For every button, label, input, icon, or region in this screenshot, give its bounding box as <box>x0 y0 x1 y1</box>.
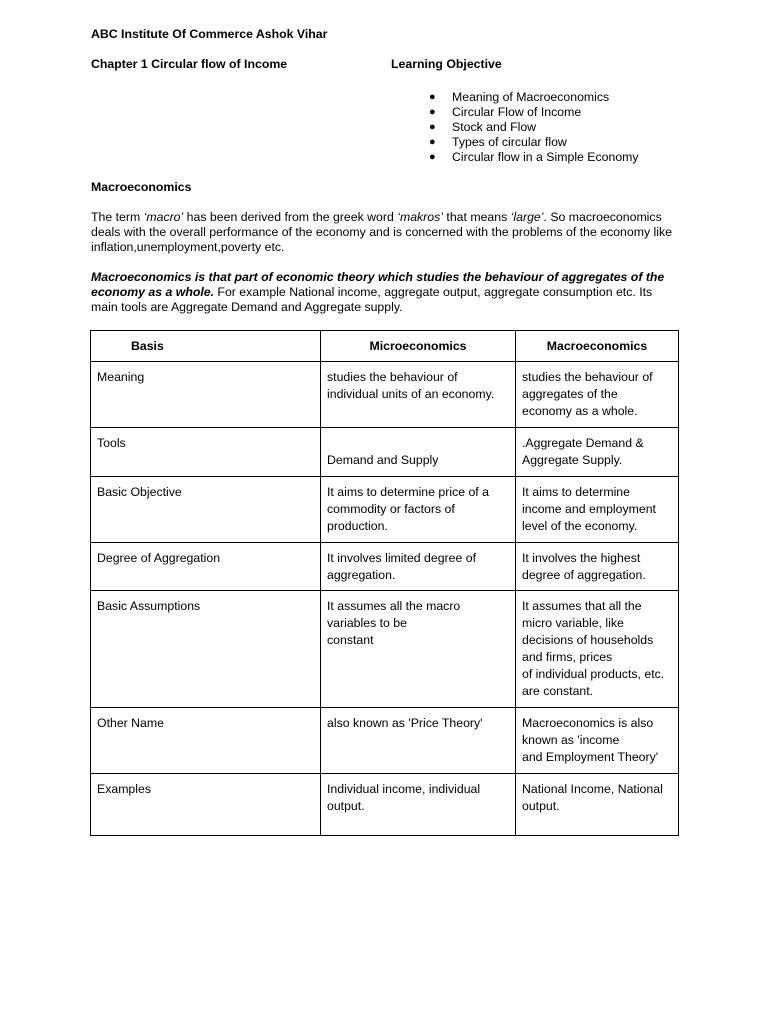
definition-text: Macroeconomics is that part of economic theory which studies the behaviour of aggregates of the economy as a whole. <box>91 270 665 299</box>
header-micro: Microeconomics <box>321 331 516 362</box>
table-row <box>91 362 679 428</box>
intro-paragraph <box>91 210 681 255</box>
list-item <box>427 105 639 120</box>
table-header-row <box>91 331 679 362</box>
para-text: The term <box>91 210 144 224</box>
institute-name: ABC Institute Of Commerce Ashok Vihar <box>91 27 328 41</box>
objective-text: Circular flow in a Simple Economy <box>452 150 639 164</box>
learning-objectives-list <box>427 90 639 165</box>
micro-cell: also known as 'Price Theory' <box>321 708 516 774</box>
bullet-icon: ● <box>429 151 436 163</box>
basis-cell: Other Name <box>91 708 321 774</box>
list-item <box>427 135 639 150</box>
table-row <box>91 428 679 477</box>
micro-cell: It involves limited degree of aggregation. <box>321 543 516 591</box>
micro-cell: Individual income, individual output. <box>321 774 516 836</box>
section-heading: Macroeconomics <box>91 180 192 194</box>
bullet-icon: ● <box>429 91 436 103</box>
macro-cell: Macroeconomics is also known as 'income and Employment Theory' <box>516 708 679 774</box>
basis-cell: Tools <box>91 428 321 477</box>
macro-cell: National Income, National output. <box>516 774 679 836</box>
list-item <box>427 90 639 105</box>
list-item <box>427 120 639 135</box>
para-text: has been derived from the greek word <box>183 210 398 224</box>
header-basis: Basis <box>91 331 321 362</box>
header-macro: Macroeconomics <box>516 331 679 362</box>
list-item <box>427 150 639 165</box>
macro-cell: It assumes that all the micro variable, like decisions of households and firms, prices of individual products, etc. are constant. <box>516 591 679 708</box>
para-text: that means <box>443 210 511 224</box>
micro-cell: It aims to determine price of a commodity or factors of production. <box>321 477 516 543</box>
comparison-table <box>90 330 679 836</box>
chapter-title: Chapter 1 Circular flow of Income <box>91 57 288 71</box>
para-italic: ‘macro’ <box>143 210 184 224</box>
objective-text: Circular Flow of Income <box>452 105 582 119</box>
objective-text: Meaning of Macroeconomics <box>452 90 610 104</box>
basis-cell: Basic Assumptions <box>91 591 321 708</box>
basis-cell: Examples <box>91 774 321 836</box>
objective-text: Types of circular flow <box>452 135 567 149</box>
basis-cell: Basic Objective <box>91 477 321 543</box>
bullet-icon: ● <box>429 121 436 133</box>
basis-cell: Meaning <box>91 362 321 428</box>
bullet-icon: ● <box>429 136 436 148</box>
para-text: . So macroeconomics deals with the overall performance of the economy and is concerned with the problems of the economy like inflation,unemployment,poverty etc. <box>91 210 672 254</box>
table-row <box>91 774 679 836</box>
micro-cell: Demand and Supply <box>321 428 516 477</box>
macro-cell: It aims to determine income and employment level of the economy. <box>516 477 679 543</box>
basis-cell: Degree of Aggregation <box>91 543 321 591</box>
objective-text: Stock and Flow <box>452 120 537 134</box>
table-row <box>91 543 679 591</box>
table-row <box>91 477 679 543</box>
para-text: For example National income, aggregate output, aggregate consumption etc. Its main tools are Aggregate Demand and Aggregate supply. <box>91 285 653 314</box>
table-row <box>91 708 679 774</box>
definition-paragraph <box>91 270 681 315</box>
para-italic: ‘makros’ <box>397 210 443 224</box>
micro-cell: studies the behaviour of individual units of an economy. <box>321 362 516 428</box>
bullet-icon: ● <box>429 106 436 118</box>
macro-cell: studies the behaviour of aggregates of the economy as a whole. <box>516 362 679 428</box>
micro-cell: It assumes all the macro variables to be constant <box>321 591 516 708</box>
macro-cell: .Aggregate Demand & Aggregate Supply. <box>516 428 679 477</box>
macro-cell: It involves the highest degree of aggregation. <box>516 543 679 591</box>
table-row <box>91 591 679 708</box>
learning-objective-heading: Learning Objective <box>391 57 502 71</box>
para-italic: ‘large’ <box>510 210 544 224</box>
